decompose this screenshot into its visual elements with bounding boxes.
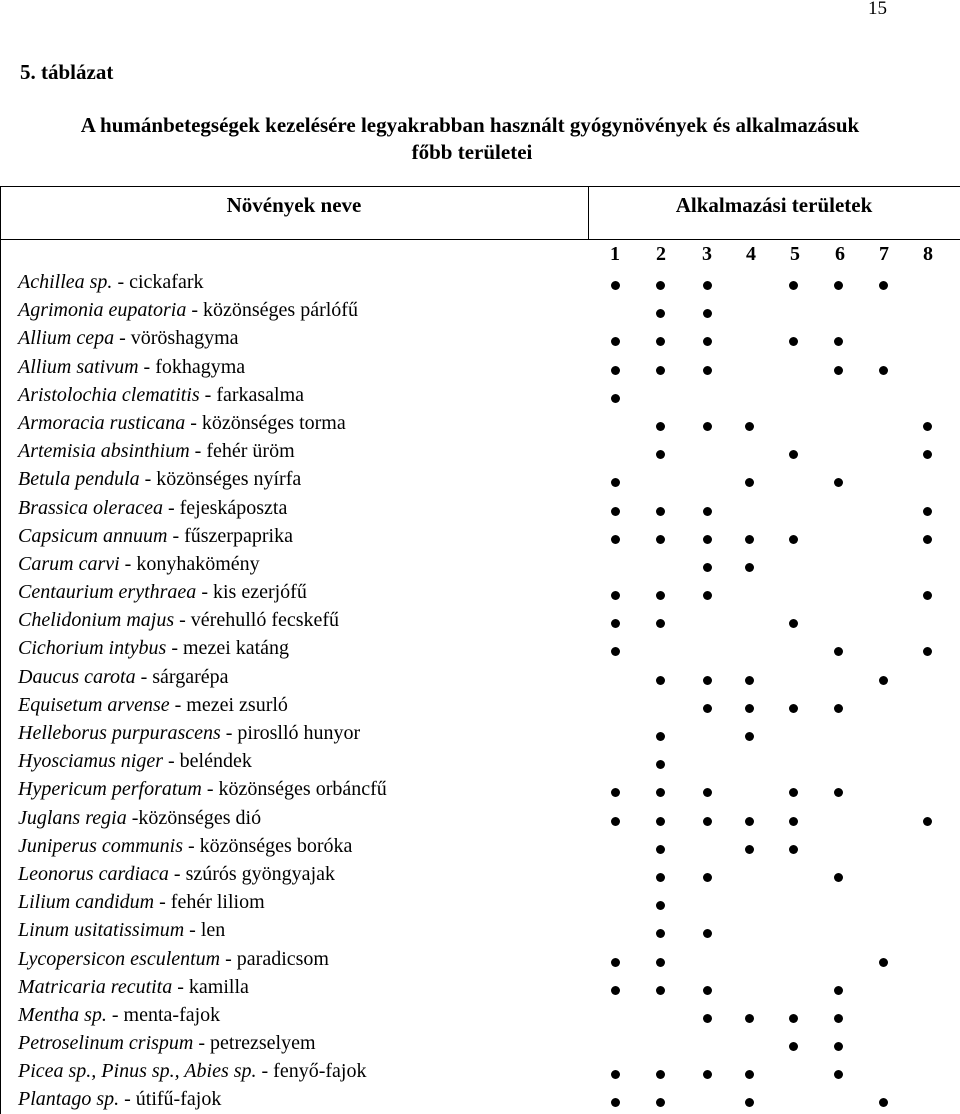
application-mark-col-2: [656, 535, 665, 544]
application-mark-col-2: [656, 507, 665, 516]
plant-name: [18, 1057, 366, 1085]
application-mark-col-6: [834, 337, 843, 346]
table-row: [0, 522, 960, 550]
application-mark-col-1: [611, 1070, 620, 1079]
application-mark-col-3: [703, 1014, 712, 1023]
col-number-3: 3: [702, 243, 712, 265]
application-mark-col-3: [703, 422, 712, 431]
plant-common-name: - vöröshagyma: [114, 327, 239, 350]
plant-common-name: - cickafark: [112, 271, 204, 293]
plant-latin-name: Picea sp., Pinus sp., Abies sp.: [18, 1060, 257, 1083]
application-mark-col-8: [923, 450, 932, 459]
application-mark-col-2: [656, 309, 665, 318]
plant-latin-name: Armoracia rusticana: [18, 411, 186, 434]
application-mark-col-8: [923, 535, 932, 544]
plant-common-name: - fehér üröm: [189, 440, 295, 463]
plant-name: [18, 437, 295, 465]
application-mark-col-8: [923, 507, 932, 516]
application-mark-col-4: [745, 1014, 754, 1023]
application-mark-col-3: [703, 309, 712, 318]
table-row: [0, 465, 960, 493]
plant-name: [18, 296, 358, 324]
application-mark-col-5: [789, 788, 798, 797]
application-mark-col-3: [703, 281, 712, 290]
plant-latin-name: Daucus carota: [18, 665, 136, 688]
plant-common-name: - útifű-fajok: [119, 1088, 222, 1111]
application-mark-col-7: [879, 958, 888, 967]
plant-common-name: - közönséges orbáncfű: [201, 778, 387, 801]
table-row: [0, 1001, 960, 1029]
application-mark-col-8: [923, 817, 932, 826]
col-number-8: 8: [923, 243, 933, 265]
application-mark-col-7: [879, 676, 888, 685]
application-mark-col-3: [703, 366, 712, 375]
plant-latin-name: Leonorus cardiaca: [18, 862, 169, 885]
table-row: [0, 888, 960, 916]
application-mark-col-6: [834, 704, 843, 713]
table-label: 5. táblázat: [20, 60, 114, 84]
plant-latin-name: Petroselinum crispum: [18, 1032, 194, 1055]
application-mark-col-2: [656, 422, 665, 431]
plant-name: [18, 775, 387, 803]
table-row: [0, 804, 960, 832]
plant-name: [18, 747, 252, 775]
plant-name: [18, 832, 352, 860]
application-mark-col-3: [703, 929, 712, 938]
table-row: [0, 860, 960, 888]
application-mark-col-2: [656, 845, 665, 854]
application-mark-col-6: [834, 281, 843, 290]
application-mark-col-7: [879, 281, 888, 290]
plant-name: [18, 353, 245, 381]
col-number-6: 6: [835, 243, 845, 265]
plant-common-name: - fehér liliom: [154, 891, 265, 914]
application-mark-col-2: [656, 788, 665, 797]
header-plant-names: Növények neve: [226, 193, 362, 217]
plant-common-name: - paradicsom: [220, 947, 329, 970]
plant-latin-name: Capsicum annuum: [18, 524, 168, 547]
plant-latin-name: Juniperus communis: [18, 834, 183, 857]
col-number-5: 5: [790, 243, 800, 265]
col-number-4: 4: [746, 243, 756, 265]
application-mark-col-6: [834, 478, 843, 487]
table-row: [0, 916, 960, 944]
application-mark-col-6: [834, 788, 843, 797]
plant-common-name: - közönséges boróka: [182, 834, 353, 857]
plant-latin-name: Cichorium intybus: [18, 637, 167, 660]
application-mark-col-1: [611, 986, 620, 995]
application-mark-col-5: [789, 817, 798, 826]
plant-table-body: [0, 268, 960, 1114]
plant-latin-name: Aristolochia clematitis: [18, 383, 200, 406]
table-row: [0, 437, 960, 465]
application-mark-col-6: [834, 1042, 843, 1051]
application-mark-col-1: [611, 647, 620, 656]
plant-common-name: - kis ezerjófű: [196, 581, 307, 604]
application-mark-col-8: [923, 647, 932, 656]
plant-latin-name: Achillea sp.: [18, 271, 113, 293]
plant-name: [18, 494, 287, 522]
plant-name: [18, 945, 329, 973]
plant-latin-name: Equisetum arvense: [18, 693, 170, 716]
application-mark-col-4: [745, 817, 754, 826]
application-mark-col-2: [656, 337, 665, 346]
table-row: [0, 719, 960, 747]
application-mark-col-1: [611, 281, 620, 290]
plant-name: [18, 381, 304, 409]
plant-name: [18, 634, 289, 662]
table-title-cont: főbb területei: [411, 140, 533, 164]
plant-name: [18, 860, 335, 888]
table-row: [0, 1085, 960, 1113]
application-mark-col-7: [879, 366, 888, 375]
table-row: [0, 296, 960, 324]
table-row: [0, 578, 960, 606]
application-mark-col-3: [703, 507, 712, 516]
application-mark-col-4: [745, 563, 754, 572]
application-mark-col-3: [703, 873, 712, 882]
application-mark-col-2: [656, 901, 665, 910]
table-row: [0, 268, 960, 296]
application-mark-col-6: [834, 986, 843, 995]
application-mark-col-3: [703, 817, 712, 826]
application-mark-col-4: [745, 422, 754, 431]
application-mark-col-5: [789, 450, 798, 459]
application-mark-col-4: [745, 1098, 754, 1107]
application-mark-col-5: [789, 1014, 798, 1023]
application-mark-col-4: [745, 676, 754, 685]
plant-common-name: - beléndek: [162, 750, 252, 773]
plant-common-name: - vérehulló fecskefű: [174, 609, 340, 632]
plant-name: [18, 1001, 220, 1029]
application-mark-col-4: [745, 478, 754, 487]
table-row: [0, 663, 960, 691]
application-mark-col-6: [834, 647, 843, 656]
table-row: [0, 747, 960, 775]
application-mark-col-4: [745, 704, 754, 713]
plant-latin-name: Mentha sp.: [18, 1003, 107, 1026]
plant-common-name: - piroslló hunyor: [220, 722, 361, 744]
application-mark-col-3: [703, 337, 712, 346]
plant-name: [18, 663, 229, 691]
plant-name: [18, 324, 239, 352]
application-mark-col-3: [703, 986, 712, 995]
application-mark-col-5: [789, 619, 798, 628]
plant-common-name: - mezei zsurló: [169, 693, 288, 716]
application-mark-col-5: [789, 281, 798, 290]
table-row: [0, 409, 960, 437]
application-mark-col-2: [656, 619, 665, 628]
plant-name: [18, 1085, 221, 1113]
application-mark-col-1: [611, 619, 620, 628]
plant-common-name: - fenyő-fajok: [256, 1060, 367, 1083]
application-mark-col-1: [611, 591, 620, 600]
plant-name: [18, 1029, 316, 1057]
table-row: [0, 550, 960, 578]
plant-latin-name: Juglans regia: [18, 806, 127, 829]
application-mark-col-2: [656, 760, 665, 769]
application-mark-col-4: [745, 845, 754, 854]
plant-latin-name: Matricaria recutita: [18, 975, 173, 998]
application-mark-col-6: [834, 1014, 843, 1023]
plant-latin-name: Betula pendula: [18, 468, 140, 491]
application-mark-col-3: [703, 704, 712, 713]
plant-name: [18, 268, 203, 296]
table-row: [0, 634, 960, 662]
application-mark-col-2: [656, 281, 665, 290]
plant-latin-name: Allium sativum: [18, 355, 139, 378]
col-number-7: 7: [879, 243, 889, 265]
application-mark-col-1: [611, 535, 620, 544]
plant-name: [18, 522, 293, 550]
application-mark-col-2: [656, 817, 665, 826]
plant-name: [18, 916, 225, 944]
plant-latin-name: Brassica oleracea: [18, 496, 163, 519]
table-row: [0, 1057, 960, 1085]
plant-name: [18, 719, 360, 747]
application-mark-col-1: [611, 1098, 620, 1107]
table-row: [0, 1029, 960, 1057]
plant-name: [18, 409, 346, 437]
plant-common-name: - konyhakömény: [119, 552, 260, 575]
plant-latin-name: Centaurium erythraea: [18, 581, 197, 604]
application-mark-col-8: [923, 422, 932, 431]
application-mark-col-1: [611, 507, 620, 516]
table-row: [0, 691, 960, 719]
page-number: 15: [868, 0, 887, 19]
application-mark-col-2: [656, 676, 665, 685]
application-mark-col-1: [611, 394, 620, 403]
plant-common-name: - kamilla: [172, 975, 249, 998]
plant-name: [18, 888, 265, 916]
application-mark-col-4: [745, 535, 754, 544]
application-mark-col-6: [834, 1070, 843, 1079]
application-mark-col-2: [656, 1070, 665, 1079]
plant-latin-name: Hyosciamus niger: [18, 750, 163, 773]
table-row: [0, 324, 960, 352]
plant-latin-name: Carum carvi: [18, 552, 120, 575]
application-mark-col-6: [834, 873, 843, 882]
application-mark-col-2: [656, 591, 665, 600]
plant-name: [18, 578, 307, 606]
table-row: [0, 353, 960, 381]
plant-common-name: - farkasalma: [199, 383, 305, 406]
application-mark-col-1: [611, 478, 620, 487]
plant-common-name: - mezei katáng: [166, 637, 290, 660]
plant-name: [18, 804, 261, 832]
plant-common-name: - szúrós gyöngyajak: [168, 862, 335, 885]
plant-latin-name: Lycopersicon esculentum: [18, 947, 221, 970]
col-number-2: 2: [656, 243, 666, 265]
plant-common-name: -közönséges dió: [126, 806, 262, 829]
application-mark-col-2: [656, 958, 665, 967]
table-row: [0, 494, 960, 522]
application-mark-col-2: [656, 732, 665, 741]
application-mark-col-4: [745, 1070, 754, 1079]
application-mark-col-3: [703, 676, 712, 685]
application-mark-col-1: [611, 337, 620, 346]
plant-name: [18, 606, 339, 634]
application-mark-col-1: [611, 366, 620, 375]
application-mark-col-3: [703, 591, 712, 600]
header-divider: [0, 239, 960, 240]
header-application-areas: Alkalmazási területek: [675, 193, 873, 217]
application-mark-col-3: [703, 563, 712, 572]
application-mark-col-5: [789, 535, 798, 544]
plant-common-name: - menta-fajok: [106, 1003, 221, 1026]
application-mark-col-2: [656, 450, 665, 459]
table-row: [0, 973, 960, 1001]
plant-name: [18, 550, 260, 578]
application-mark-col-5: [789, 1042, 798, 1051]
application-mark-col-2: [656, 1098, 665, 1107]
application-mark-col-3: [703, 535, 712, 544]
plant-latin-name: Allium cepa: [18, 327, 115, 350]
application-mark-col-2: [656, 366, 665, 375]
plant-common-name: - fejeskáposzta: [162, 496, 288, 519]
plant-common-name: - közönséges nyírfa: [139, 468, 302, 491]
plant-latin-name: Hypericum perforatum: [18, 778, 202, 801]
application-mark-col-7: [879, 1098, 888, 1107]
plant-latin-name: Plantago sp.: [18, 1088, 120, 1111]
plant-common-name: - len: [184, 919, 226, 942]
application-mark-col-5: [789, 704, 798, 713]
application-mark-col-3: [703, 1070, 712, 1079]
col-number-1: 1: [610, 243, 620, 265]
application-mark-col-8: [923, 591, 932, 600]
table-row: [0, 381, 960, 409]
plant-latin-name: Artemisia absinthium: [18, 440, 190, 463]
application-mark-col-6: [834, 366, 843, 375]
application-mark-col-1: [611, 817, 620, 826]
plant-latin-name: Chelidonium majus: [18, 609, 175, 632]
application-mark-col-2: [656, 929, 665, 938]
application-mark-col-3: [703, 788, 712, 797]
plant-common-name: - fokhagyma: [138, 355, 246, 378]
table-title: A humánbetegségek kezelésére legyakrabban használt gyógynövények és alkalmazásuk: [80, 113, 860, 137]
table-row: [0, 945, 960, 973]
plant-latin-name: Linum usitatissimum: [18, 919, 185, 942]
plant-latin-name: Agrimonia eupatoria: [18, 299, 187, 322]
application-mark-col-1: [611, 958, 620, 967]
application-mark-col-1: [611, 788, 620, 797]
plant-common-name: - közönséges torma: [185, 411, 346, 434]
plant-latin-name: Helleborus purpurascens: [18, 722, 221, 744]
table-row: [0, 606, 960, 634]
plant-name: [18, 465, 301, 493]
application-mark-col-5: [789, 845, 798, 854]
application-number-header: [589, 243, 959, 269]
application-mark-col-2: [656, 873, 665, 882]
plant-common-name: - sárgarépa: [135, 665, 229, 688]
application-mark-col-2: [656, 986, 665, 995]
application-mark-col-5: [789, 337, 798, 346]
table-row: [0, 775, 960, 803]
plant-common-name: - fűszerpaprika: [167, 524, 293, 547]
plant-common-name: - közönséges párlófű: [186, 299, 358, 322]
plant-name: [18, 691, 288, 719]
plant-latin-name: Lilium candidum: [18, 891, 155, 914]
plant-name: [18, 973, 249, 1001]
table-row: [0, 832, 960, 860]
application-mark-col-4: [745, 732, 754, 741]
plant-common-name: - petrezselyem: [193, 1032, 316, 1055]
